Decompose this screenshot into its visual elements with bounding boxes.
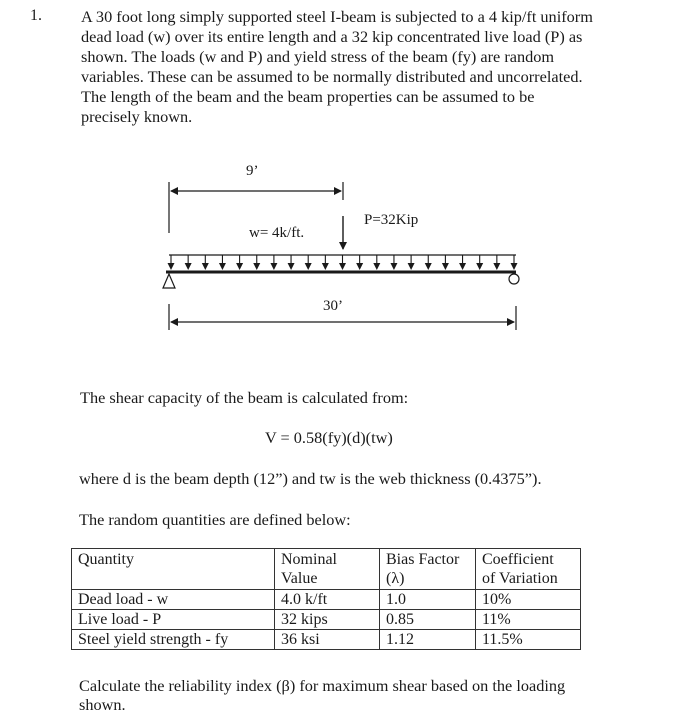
question-line: Calculate the reliability index (β) for maximum shear based on the loading	[79, 676, 566, 695]
dist-load-arrow-head	[168, 263, 175, 270]
problem-statement	[81, 7, 656, 127]
dist-load-arrow-head	[339, 263, 346, 270]
dist-load-arrow-head	[390, 263, 397, 270]
random-intro: The random quantities are defined below:	[79, 510, 351, 529]
cell-quantity: Live load - P	[72, 610, 275, 630]
dist-load-arrow-head	[425, 263, 432, 270]
table-header-row	[72, 549, 581, 590]
dist-load-arrow-head	[322, 263, 329, 270]
problem-line: A 30 foot long simply supported steel I-beam is subjected to a 4 kip/ft uniform	[81, 7, 593, 26]
cell-cov: 10%	[476, 590, 581, 610]
shear-formula: V = 0.58(fy)(d)(tw)	[265, 428, 393, 447]
header-bias: Bias Factor (λ)	[380, 549, 476, 590]
dist-load-arrow-head	[288, 263, 295, 270]
dist-load-arrow-head	[476, 263, 483, 270]
dist-load-arrow-head	[202, 263, 209, 270]
question-text	[79, 676, 639, 714]
dim-9ft-label: 9’	[246, 163, 259, 179]
beam-diagram	[0, 150, 676, 350]
cell-nominal: 32 kips	[275, 610, 380, 630]
dist-load-label: w= 4k/ft.	[249, 225, 305, 241]
dist-load-arrow-head	[373, 263, 380, 270]
problem-line: variables. These can be assumed to be normally distributed and uncorrelated.	[81, 67, 583, 86]
point-load-label: P=32Kip	[364, 212, 419, 228]
header-quantity: Quantity	[72, 549, 275, 590]
span-label: 30’	[323, 298, 343, 314]
problem-line: precisely known.	[81, 107, 193, 126]
dist-load-arrow-head	[511, 263, 518, 270]
shear-intro: The shear capacity of the beam is calculated from:	[80, 388, 409, 407]
question-line: shown.	[79, 695, 126, 714]
cell-cov: 11.5%	[476, 630, 581, 650]
table-row	[72, 590, 581, 610]
dist-load-arrow-head	[270, 263, 277, 270]
dist-load-arrow-head	[185, 263, 192, 270]
cell-bias: 1.12	[380, 630, 476, 650]
cell-nominal: 4.0 k/ft	[275, 590, 380, 610]
problem-line: dead load (w) over its entire length and a 32 kip concentrated live load (P) as	[81, 27, 583, 46]
cell-quantity: Steel yield strength - fy	[72, 630, 275, 650]
header-nominal: Nominal Value	[275, 549, 380, 590]
dist-load-arrow-head	[493, 263, 500, 270]
table-row	[72, 610, 581, 630]
table-row	[72, 630, 581, 650]
where-text: where d is the beam depth (12”) and tw is the web thickness (0.4375”).	[79, 469, 542, 488]
problem-line: The length of the beam and the beam properties can be assumed to be	[81, 87, 535, 106]
dist-load-arrow-head	[459, 263, 466, 270]
roller-support	[509, 274, 519, 284]
problem-line: shown. The loads (w and P) and yield stress of the beam (fy) are random	[81, 47, 555, 66]
cell-quantity: Dead load - w	[72, 590, 275, 610]
dist-load-arrow-head	[253, 263, 260, 270]
dist-load-arrow-head	[305, 263, 312, 270]
dist-load-arrow-head	[219, 263, 226, 270]
cell-cov: 11%	[476, 610, 581, 630]
pin-support	[163, 274, 175, 288]
dist-load-arrow-head	[236, 263, 243, 270]
cell-bias: 1.0	[380, 590, 476, 610]
header-cov: Coefficient of Variation	[476, 549, 581, 590]
dist-load-arrow-head	[356, 263, 363, 270]
random-quantities-table	[71, 548, 581, 650]
dist-load-arrow-head	[442, 263, 449, 270]
problem-number: 1.	[30, 7, 42, 24]
cell-nominal: 36 ksi	[275, 630, 380, 650]
dist-load-arrows	[168, 255, 518, 270]
dist-load-arrow-head	[408, 263, 415, 270]
cell-bias: 0.85	[380, 610, 476, 630]
